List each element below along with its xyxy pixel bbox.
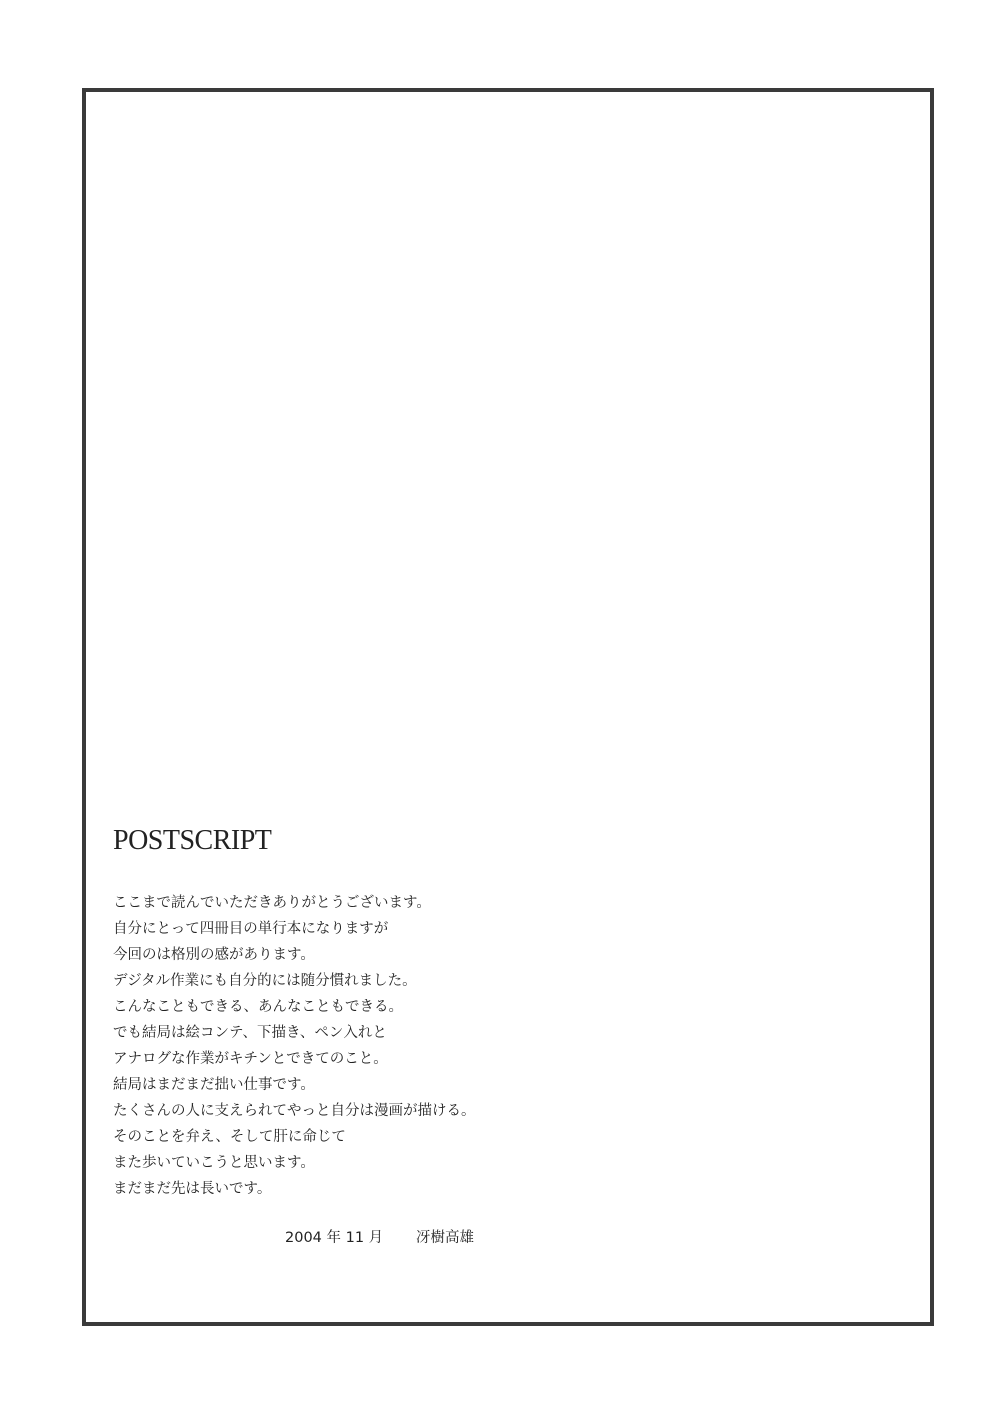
postscript-line: まだまだ先は長いです。 (113, 1181, 272, 1197)
postscript-line: 結局はまだまだ拙い仕事です。 (113, 1077, 315, 1093)
postscript-title: POSTSCRIPT (113, 825, 272, 856)
signature-date: 2004 年 11 月 (285, 1230, 384, 1246)
postscript-body (113, 890, 476, 1202)
postscript-line: たくさんの人に支えられてやっと自分は漫画が描ける。 (113, 1103, 476, 1119)
postscript-line: こんなこともできる、あんなこともできる。 (113, 999, 403, 1015)
postscript-line: また歩いていこうと思います。 (113, 1155, 315, 1171)
postscript-line: 自分にとって四冊目の単行本になりますが (113, 921, 389, 937)
postscript-line: デジタル作業にも自分的には随分慣れました。 (113, 973, 417, 989)
signature-author: 冴樹高雄 (416, 1230, 474, 1246)
postscript-line: でも結局は絵コンテ、下描き、ペン入れと (113, 1025, 387, 1041)
postscript-line: アナログな作業がキチンとできてのこと。 (113, 1051, 388, 1067)
postscript-line: ここまで読んでいただきありがとうございます。 (113, 895, 431, 911)
postscript-line: 今回のは格別の感があります。 (113, 947, 315, 963)
postscript-line: そのことを弁え、そして肝に命じて (113, 1129, 346, 1145)
